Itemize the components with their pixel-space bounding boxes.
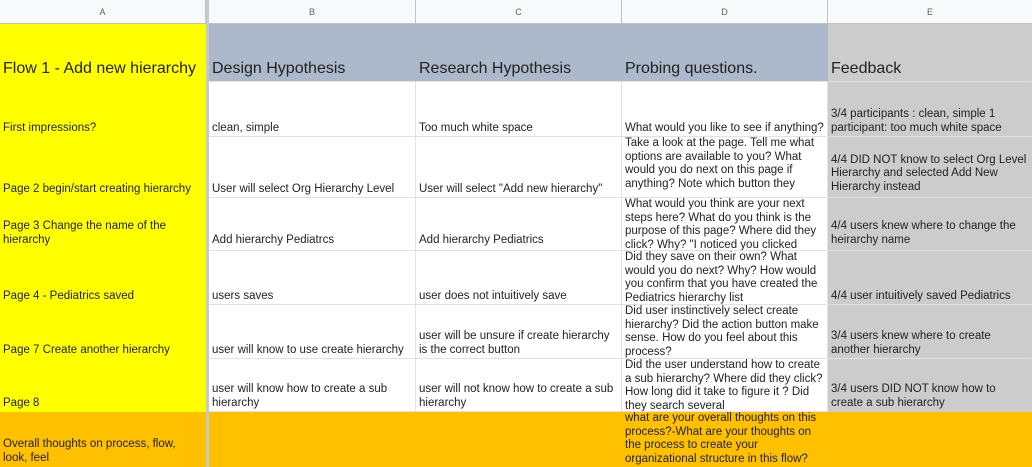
- probing-cell[interactable]: [622, 82, 828, 137]
- column-header-b[interactable]: [209, 0, 416, 24]
- research-text: Add hierarchy Pediatrics: [419, 233, 544, 246]
- design-text: user will know to use create hierarchy: [212, 343, 404, 356]
- design-text: user will know how to create a sub hierarchy: [212, 383, 388, 409]
- header-design-cell[interactable]: [209, 24, 416, 82]
- table-row-label-cell[interactable]: [0, 82, 207, 137]
- column-letter: A: [99, 6, 106, 17]
- probing-cell[interactable]: [622, 137, 828, 198]
- probing-cell[interactable]: [622, 251, 828, 305]
- table-row-label-cell[interactable]: [0, 412, 207, 467]
- feedback-text: 4/4 users knew where to change the heirarchy name: [831, 220, 1016, 246]
- header-research-cell[interactable]: [416, 24, 622, 82]
- feedback-cell[interactable]: [828, 82, 1032, 137]
- feedback-text: 3/4 users DID NOT know how to create a sub hierarchy: [831, 383, 996, 409]
- feedback-text: 3/4 participants : clean, simple 1 participant: too much white space: [831, 108, 1002, 134]
- row-label: Page 3 Change the name of the hierarchy: [3, 220, 167, 246]
- feedback-cell[interactable]: [828, 137, 1032, 198]
- table-row-label-cell[interactable]: [0, 305, 207, 359]
- header-flow-cell[interactable]: [0, 24, 207, 82]
- row-label: Page 8: [3, 396, 40, 409]
- feedback-cell[interactable]: [828, 198, 1032, 251]
- probing-cell[interactable]: [622, 198, 828, 251]
- research-cell[interactable]: [416, 251, 622, 305]
- feedback-text: 4/4 user intuitively saved Pediatrics: [831, 289, 1011, 302]
- column-header-a[interactable]: [0, 0, 206, 24]
- probing-text: what are your overall thoughts on this process?-What are your thoughts on the process to create your organizational structure in this flow?: [625, 412, 817, 465]
- design-text: users saves: [212, 289, 274, 302]
- research-cell[interactable]: [416, 305, 622, 359]
- design-text: User will select Org Hierarchy Level: [212, 182, 395, 195]
- column-letter: B: [308, 6, 315, 17]
- header-probing-text: Probing questions.: [625, 60, 758, 77]
- design-cell[interactable]: [209, 305, 416, 359]
- design-cell[interactable]: [209, 412, 416, 467]
- column-letter: C: [515, 6, 522, 17]
- probing-cell[interactable]: [622, 305, 828, 359]
- design-cell[interactable]: [209, 251, 416, 305]
- header-research-text: Research Hypothesis: [419, 60, 572, 77]
- design-text: clean, simple: [212, 121, 280, 134]
- header-feedback-text: Feedback: [831, 60, 902, 77]
- row-label: First impressions?: [3, 121, 97, 134]
- table-row-label-cell[interactable]: [0, 198, 207, 251]
- header-probing-cell[interactable]: [622, 24, 828, 82]
- row-label: Page 2 begin/start creating hierarchy: [3, 182, 191, 195]
- research-cell[interactable]: [416, 82, 622, 137]
- feedback-text: 4/4 DID NOT know to select Org Level Hierarchy and selected Add New Hierarchy instead: [831, 153, 1027, 193]
- feedback-cell[interactable]: [828, 359, 1032, 412]
- probing-text: Did user instinctively select create hierarchy? Did the action button make sense. How do you feel about this process?: [625, 305, 819, 358]
- feedback-cell[interactable]: [828, 412, 1032, 467]
- research-text: user will be unsure if create hierarchy is the correct button: [419, 330, 610, 356]
- header-design-text: Design Hypothesis: [212, 60, 346, 77]
- probing-cell[interactable]: [622, 412, 828, 467]
- feedback-cell[interactable]: [828, 305, 1032, 359]
- probing-text: What would you like to see if anything?: [625, 121, 824, 134]
- table-row-label-cell[interactable]: [0, 137, 207, 198]
- design-cell[interactable]: [209, 82, 416, 137]
- header-flow-text: Flow 1 - Add new hierarchy: [3, 60, 196, 77]
- research-text: user does not intuitively save: [419, 289, 567, 302]
- column-header-e[interactable]: [828, 0, 1032, 24]
- table-row-label-cell[interactable]: [0, 251, 207, 305]
- feedback-text: 3/4 users knew where to create another hierarchy: [831, 330, 991, 356]
- design-cell[interactable]: [209, 198, 416, 251]
- header-feedback-cell[interactable]: [828, 24, 1032, 82]
- design-cell[interactable]: [209, 359, 416, 412]
- research-cell[interactable]: [416, 198, 622, 251]
- row-label: Page 4 - Pediatrics saved: [3, 289, 135, 302]
- research-text: Too much white space: [419, 121, 533, 134]
- probing-text: What would you think are your next steps here? What do you think is the purpose of this page? Where did they click? Why? "I noticed you clicked: [625, 198, 817, 251]
- frozen-column-divider[interactable]: [206, 0, 209, 467]
- probing-text: Take a look at the page. Tell me what options are available to you? What would you do next on this page if anything? Note which button they: [625, 137, 815, 190]
- column-header-c[interactable]: [416, 0, 622, 24]
- design-cell[interactable]: [209, 137, 416, 198]
- research-text: user will not know how to create a sub hierarchy: [419, 383, 614, 409]
- row-label: Overall thoughts on process, flow, look, feel: [3, 438, 176, 464]
- probing-text: Did they save on their own? What would you do next? Why? How would you confirm that you have created the Pediatrics hierarchy list: [625, 251, 818, 304]
- probing-cell[interactable]: [622, 359, 828, 412]
- table-row-label-cell[interactable]: [0, 359, 207, 412]
- column-letter: E: [926, 6, 933, 17]
- research-cell[interactable]: [416, 137, 622, 198]
- column-header-d[interactable]: [622, 0, 828, 24]
- research-cell[interactable]: [416, 412, 622, 467]
- research-cell[interactable]: [416, 359, 622, 412]
- design-text: Add hierarchy Pediatrcs: [212, 233, 335, 246]
- feedback-cell[interactable]: [828, 251, 1032, 305]
- probing-text: Did the user understand how to create a sub hierarchy? Where did they click? How long did it take to figure it ? Did they search several: [625, 359, 823, 412]
- research-text: User will select "Add new hierarchy": [419, 182, 603, 195]
- column-letter: D: [721, 6, 728, 17]
- row-label: Page 7 Create another hierarchy: [3, 343, 170, 356]
